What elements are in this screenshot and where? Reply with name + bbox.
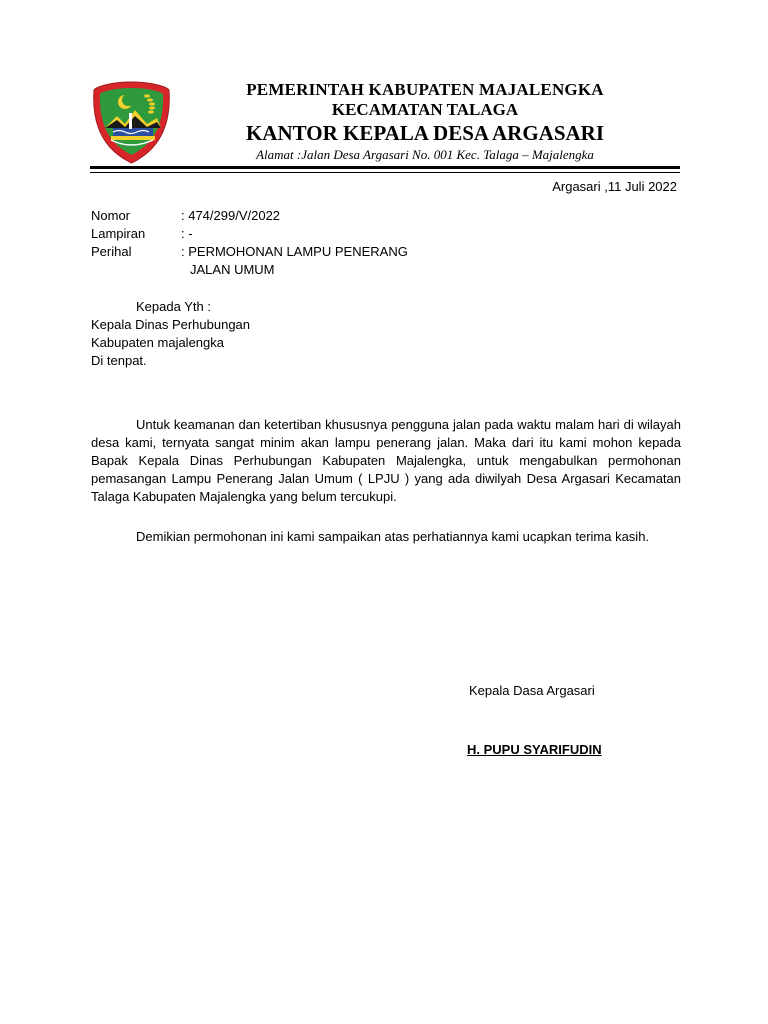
perihal-label: Perihal	[91, 244, 132, 259]
signature-title: Kepala Dasa Argasari	[469, 683, 595, 698]
body-paragraph-2: Demikian permohonan ini kami sampaikan atas perhatiannya kami ucapkan terima kasih.	[136, 529, 650, 544]
nomor-value: : 474/299/V/2022	[181, 208, 281, 223]
recipient-line-1: Kepala Dinas Perhubungan	[91, 317, 251, 332]
letterhead-rule-thin	[90, 172, 680, 173]
letter-date: Argasari ,11 Juli 2022	[552, 179, 677, 194]
recipient-line-3: Di tenpat.	[91, 353, 147, 368]
nomor-label: Nomor	[91, 208, 131, 223]
perihal-value: : PERMOHONAN LAMPU PENERANG	[181, 244, 408, 259]
letter-meta	[91, 207, 408, 279]
meta-row-perihal	[91, 243, 408, 261]
letterhead-office: KANTOR KEPALA DESA ARGASARI	[245, 121, 605, 145]
meta-row-perihal-cont	[91, 261, 408, 279]
recipient-greeting: Kepada Yth :	[136, 299, 211, 314]
signature-name: H. PUPU SYARIFUDIN	[467, 742, 602, 757]
letterhead-district: KECAMATAN TALAGA	[331, 100, 519, 119]
meta-row-nomor	[91, 207, 408, 225]
meta-row-lampiran	[91, 225, 408, 243]
lampiran-value: : -	[181, 226, 193, 241]
letterhead-address: Alamat :Jalan Desa Argasari No. 001 Kec. Talaga – Majalengka	[256, 147, 594, 162]
letterhead-government: PEMERINTAH KABUPATEN MAJALENGKA	[246, 80, 604, 99]
recipient-block	[91, 298, 250, 370]
letterhead-rule-thick	[90, 166, 680, 169]
body-paragraph-1: Untuk keamanan dan ketertiban khususnya pengguna jalan pada waktu malam hari di wilayah desa kami, ternyata sangat minim akan lampu penerang jalan. Maka dari itu kami mohon kepada Bapak Kepala Dinas Perhubungan Kabupaten Majalengka, untuk mengabulkan permohonan pemasangan Lampu Penerang Jalan Umum ( LPJU ) yang ada diwilyah Desa Argasari Kecamatan Talaga Kabupaten Majalengka yang belum tercukupi.	[91, 417, 681, 504]
recipient-line-2: Kabupaten majalengka	[91, 335, 224, 350]
perihal-value-continued: JALAN UMUM	[190, 262, 275, 277]
letterhead	[200, 80, 650, 164]
majalengka-emblem-logo	[91, 80, 172, 165]
lampiran-label: Lampiran	[91, 226, 146, 241]
